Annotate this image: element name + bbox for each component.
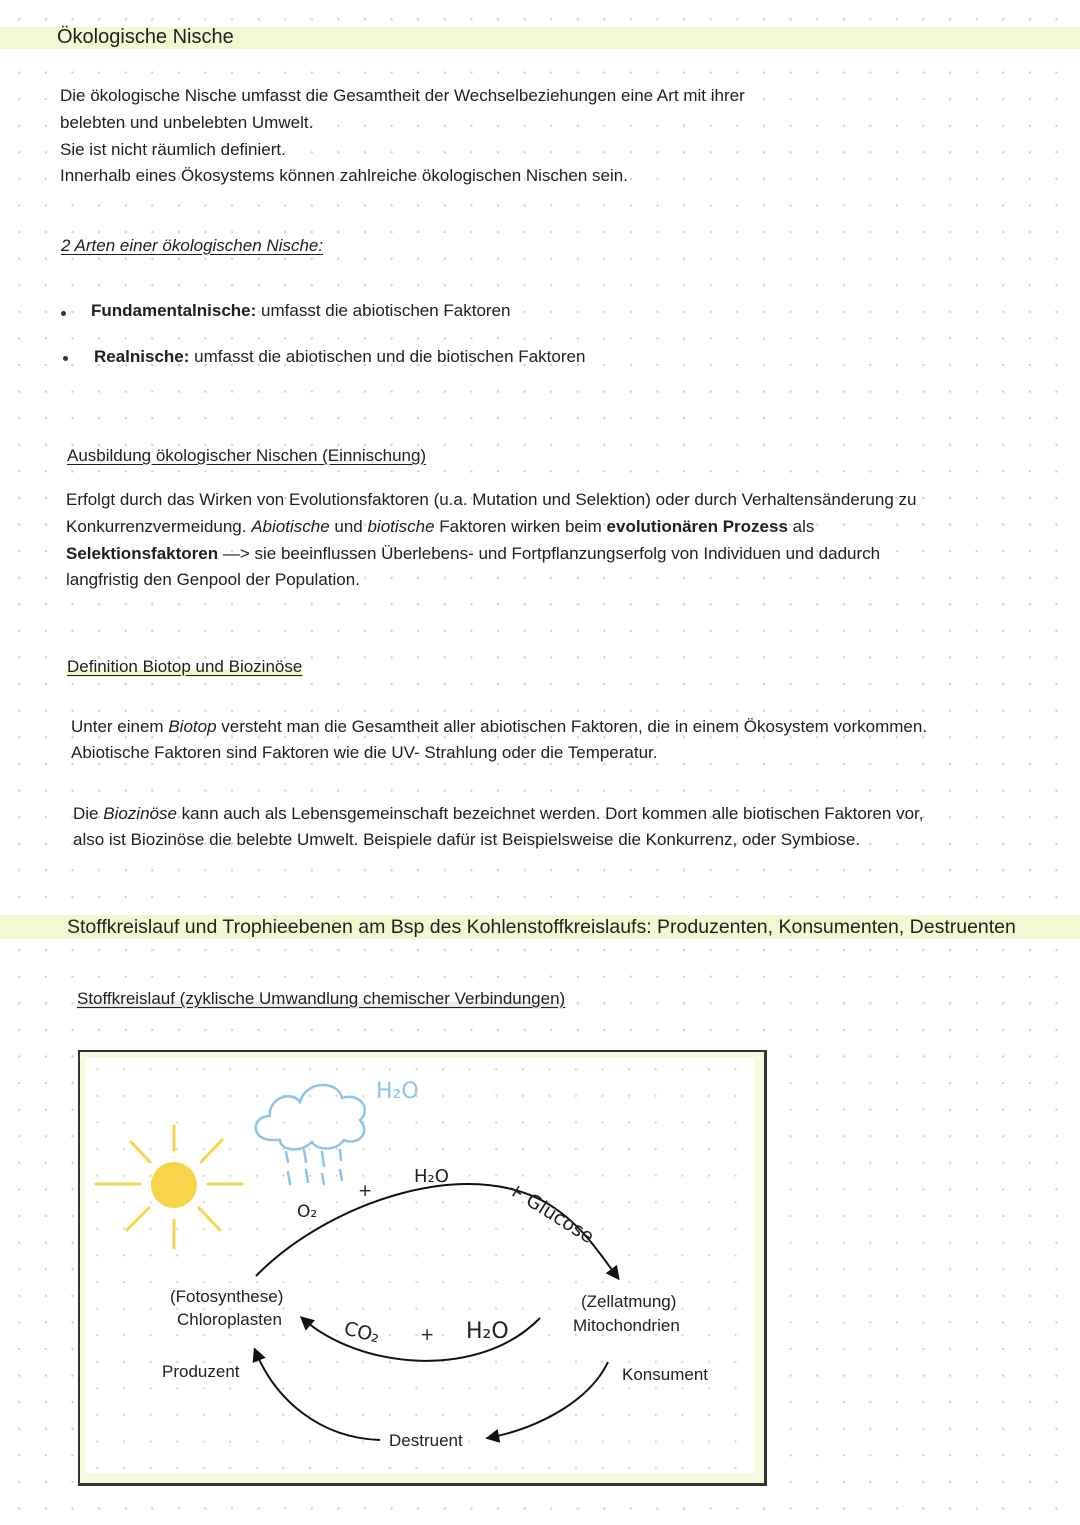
glucose-label: + Glucose	[503, 1177, 598, 1248]
arrow-decomposer-to-producer	[255, 1350, 380, 1440]
h2o-bottom-label: H₂O	[466, 1319, 509, 1344]
co2-label: CO₂	[341, 1317, 382, 1348]
biozinose-line-2: also ist Biozinöse die belebte Umwelt. Beispiele dafür ist Beispielsweise die Konkurrenz, oder Symbiose.	[73, 830, 861, 849]
o2-label: O₂	[297, 1202, 318, 1222]
text-run-bold: Selektionsfaktoren	[66, 544, 219, 563]
text-run-italic: Abiotische	[251, 517, 330, 536]
text-run-italic: Biotop	[168, 717, 217, 736]
text-run-bold: evolutionären Prozess	[606, 517, 788, 536]
einnischung-line-4: langfristig den Genpool der Population.	[66, 570, 360, 589]
h2o-top-label: H₂O	[414, 1166, 449, 1187]
desc-real: umfasst die abiotischen und die biotischen Faktoren	[189, 347, 586, 366]
text-run: —> sie beeinflussen Überlebens- und Fortpflanzungserfolg von Individuen und dadurch	[218, 544, 881, 563]
zellatmung-label: (Zellatmung)	[581, 1292, 677, 1311]
text-run: kann auch als Lebensgemeinschaft bezeichnet werden. Dort kommen alle biotischen Faktoren vor,	[176, 804, 924, 823]
biotop-heading: Definition Biotop und Biozinöse	[67, 657, 303, 676]
produzent-label: Produzent	[162, 1362, 240, 1381]
types-heading: 2 Arten einer ökologischen Nische:	[61, 236, 324, 255]
chloroplasten-label: Chloroplasten	[177, 1310, 282, 1329]
section-title-nische: Ökologische Nische	[57, 26, 234, 48]
intro-line-1: Die ökologische Nische umfasst die Gesamtheit der Wechselbeziehungen eine Art mit ihrer	[60, 86, 745, 105]
stoffkreislauf-subheading: Stoffkreislauf (zyklische Umwandlung chemischer Verbindungen)	[77, 989, 566, 1008]
einnischung-line-1: Erfolgt durch das Wirken von Evolutionsfaktoren (u.a. Mutation und Selektion) oder durch Verhaltensänderung zu	[66, 490, 917, 509]
konsument-label: Konsument	[622, 1365, 708, 1384]
cloud-icon	[256, 1085, 365, 1184]
mitochondrien-label: Mitochondrien	[573, 1316, 680, 1335]
text-run-italic: biotische	[367, 517, 435, 536]
plus-label: +	[358, 1181, 373, 1201]
text-run: Faktoren wirken beim	[434, 517, 607, 536]
intro-line-2: belebten und unbelebten Umwelt.	[60, 113, 314, 132]
sun-icon	[96, 1126, 242, 1248]
h2o-cloud-label: H₂O	[376, 1079, 419, 1104]
text-run-italic: Biozinöse	[103, 804, 177, 823]
destruent-label: Destruent	[389, 1431, 463, 1450]
intro-line-4: Innerhalb eines Ökosystems können zahlreiche ökologischen Nischen sein.	[60, 166, 628, 185]
text-run: Unter einem	[71, 717, 169, 736]
fotosynthese-label: (Fotosynthese)	[170, 1287, 284, 1306]
term-fundamental: Fundamentalnische:	[91, 301, 257, 320]
term-real: Realnische:	[94, 347, 190, 366]
section-title-stoffkreislauf: Stoffkreislauf und Trophieebenen am Bsp des Kohlenstoffkreislaufs: Produzenten, Konsumenten, Destruenten	[67, 916, 1016, 938]
desc-fundamental: umfasst die abiotischen Faktoren	[256, 301, 511, 320]
text-run: und	[329, 517, 368, 536]
text-run: versteht man die Gesamtheit aller abiotischen Faktoren, die in einem Ökosystem vorkommen.	[216, 717, 928, 736]
text-run: Konkurrenzvermeidung.	[66, 517, 252, 536]
einnischung-heading: Ausbildung ökologischer Nischen (Einnischung)	[67, 446, 427, 465]
plus-label: +	[420, 1325, 435, 1345]
biotop-line-2: Abiotische Faktoren sind Faktoren wie die UV- Strahlung oder die Temperatur.	[71, 743, 658, 762]
text-run: Die	[73, 804, 104, 823]
text-run: als	[787, 517, 815, 536]
intro-line-3: Sie ist nicht räumlich definiert.	[60, 140, 286, 159]
arrow-consumer-to-decomposer	[488, 1362, 608, 1438]
